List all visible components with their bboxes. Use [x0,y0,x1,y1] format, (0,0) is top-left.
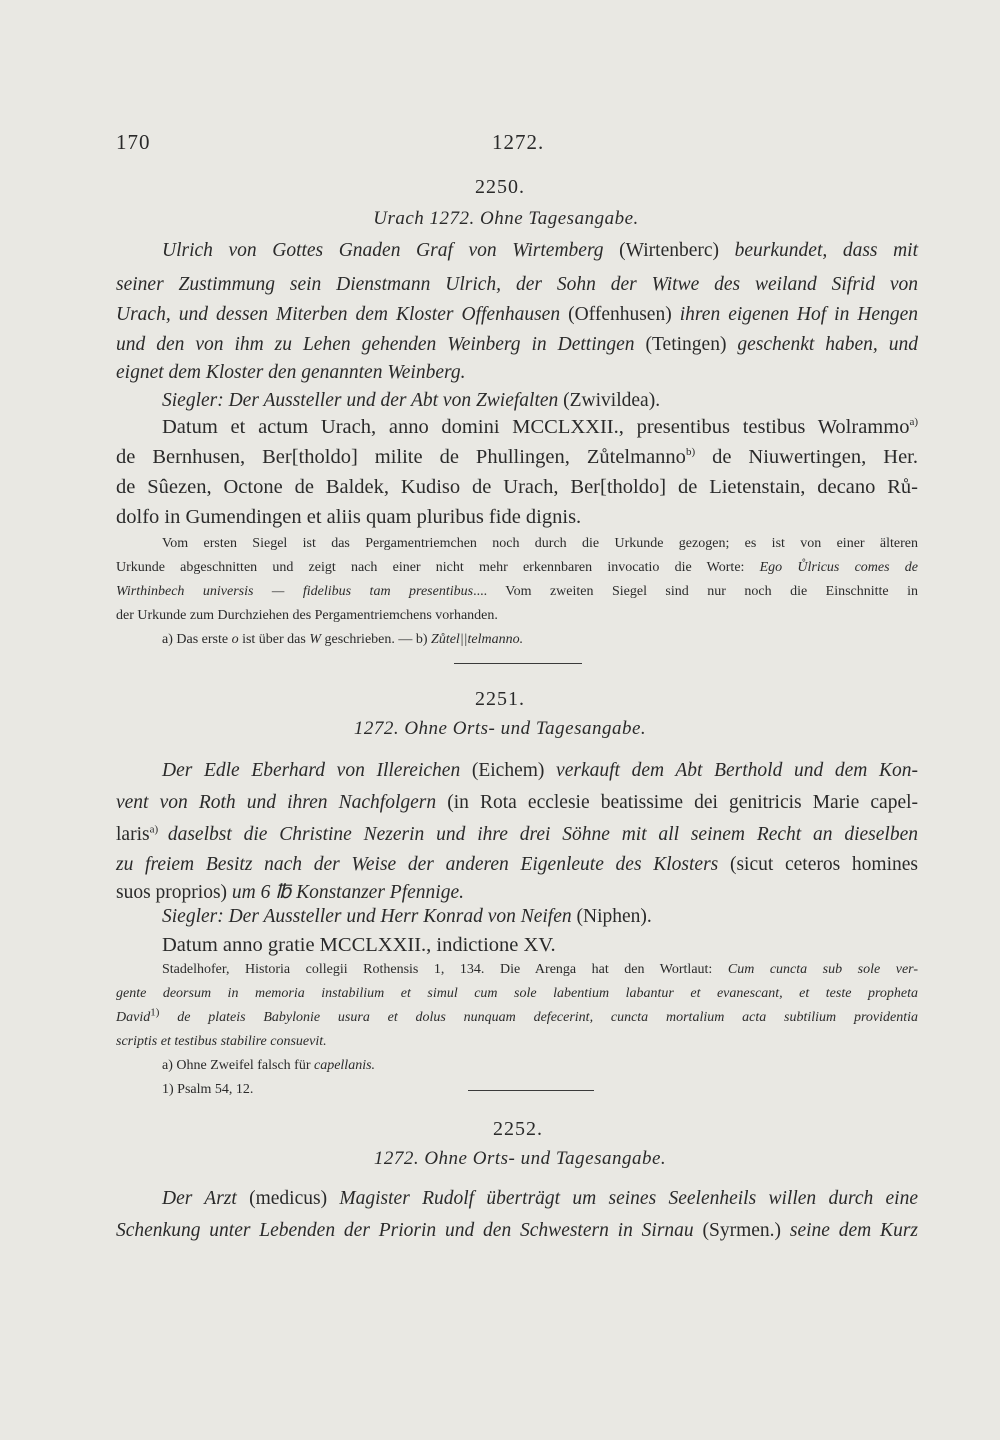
footnote-line: scriptis et testibus stabilire consuevit. [116,1034,327,1049]
regest-line: Der Arzt (medicus) Magister Rudolf überträgt um seines Seelenheils willen durch eine [162,1188,919,1209]
footnote-line: gente deorsum in memoria instabilium et simul cum sole labentium labantur et evanescant, et teste propheta [116,986,918,1001]
regest-line: Urach, und dessen Miterben dem Kloster Offenhausen (Offenhusen) ihren eigenen Hof in Hengen [116,304,918,325]
document-text-line: de Sûezen, Octone de Baldek, Kudiso de Urach, Ber[tholdo] de Lietenstain, decano Rů- [116,476,918,498]
footnote-line: der Urkunde zum Durchziehen des Pergamentriemchens vorhanden. [116,608,498,623]
citation-line: 1) Psalm 54, 12. [162,1082,254,1097]
entry-heading: Urach 1272. Ohne Tagesangabe. [373,208,639,229]
footnote-line: Wirthinbech universis — fidelibus tam presentibus.... Vom zweiten Siegel sind nur noch die Einschnitte in [116,584,918,599]
regest-line: vent von Roth und ihren Nachfolgern (in Rota ecclesie beatissime dei genitricis Marie capel- [116,792,919,813]
regest-line: seiner Zustimmung sein Dienstmann Ulrich, der Sohn der Witwe des weiland Sifrid von [116,274,918,295]
entry-number: 2250. [475,176,525,198]
page-number: 170 [116,130,151,154]
regest-line: und den von ihm zu Lehen gehenden Weinberg in Dettingen (Tetingen) geschenkt haben, und [116,334,918,355]
running-year: 1272. [492,130,545,154]
entry-number: 2252. [493,1118,543,1140]
regest-line: laris$^{a)}$ daselbst die Christine Nezerin und ihre drei Söhne mit all seinem Recht an dieselben [116,823,918,845]
sealer-line: Siegler: Der Aussteller und Herr Konrad von Neifen (Niphen). [162,906,652,927]
footnote-line: Vom ersten Siegel ist das Pergamentriemchen noch durch die Urkunde gezogen; es ist von einer älteren [162,536,918,551]
entry-heading: 1272. Ohne Orts- und Tagesangabe. [353,718,647,739]
apparatus-line: a) Ohne Zweifel falsch für capellanis. [162,1058,376,1073]
footnote-line: David$^{1)}$ de plateis Babylonie usura et dolus nunquam defecerint, cuncta mortalium acta subtilium providentia [116,1006,918,1025]
document-text-line: Datum et actum Urach, anno domini MCCLXXII., presentibus testibus Wolrammo$^{a)}$ [162,416,918,438]
section-divider [468,1090,594,1091]
regest-line: zu freiem Besitz nach der Weise der anderen Eigenleute des Klosters (sicut ceteros homines [116,854,918,875]
entry-number: 2251. [475,688,525,710]
regest-line: eignet dem Kloster den genannten Weinberg. [116,362,466,383]
regest-line: Schenkung unter Lebenden der Priorin und den Schwestern in Sirnau (Syrmen.) seine dem Kurz [116,1220,918,1241]
document-text-line: dolfo in Gumendingen et aliis quam pluribus fide dignis. [116,506,582,528]
document-text-line: Datum anno gratie MCCLXXII., indictione XV. [162,934,556,956]
entry-heading: 1272. Ohne Orts- und Tagesangabe. [373,1148,667,1169]
section-divider [454,663,582,664]
apparatus-line: a) Das erste o ist über das W geschrieben. — b) Zůtel||telmanno. [162,632,524,647]
sealer-line: Siegler: Der Aussteller und der Abt von Zwiefalten (Zwivildea). [162,390,661,411]
regest-line: Der Edle Eberhard von Illereichen (Eichem) verkauft dem Abt Berthold und dem Kon- [162,760,918,781]
regest-line: Ulrich von Gottes Gnaden Graf von Wirtemberg (Wirtenberc) beurkundet, dass mit [162,240,918,261]
footnote-line: Stadelhofer, Historia collegii Rothensis 1, 134. Die Arenga hat den Wortlaut: Cum cuncta sub sole ver- [162,962,918,977]
document-text-line: de Bernhusen, Ber[tholdo] milite de Phullingen, Zůtelmanno$^{b)}$ de Niuwertingen, Her. [116,446,918,468]
footnote-line: Urkunde abgeschnitten und zeigt nach einer nicht mehr erkennbaren invocatio die Worte: Ego Ůlricus comes de [116,560,918,575]
regest-line: suos proprios) um 6 ℔ Konstanzer Pfennige. [116,882,464,903]
